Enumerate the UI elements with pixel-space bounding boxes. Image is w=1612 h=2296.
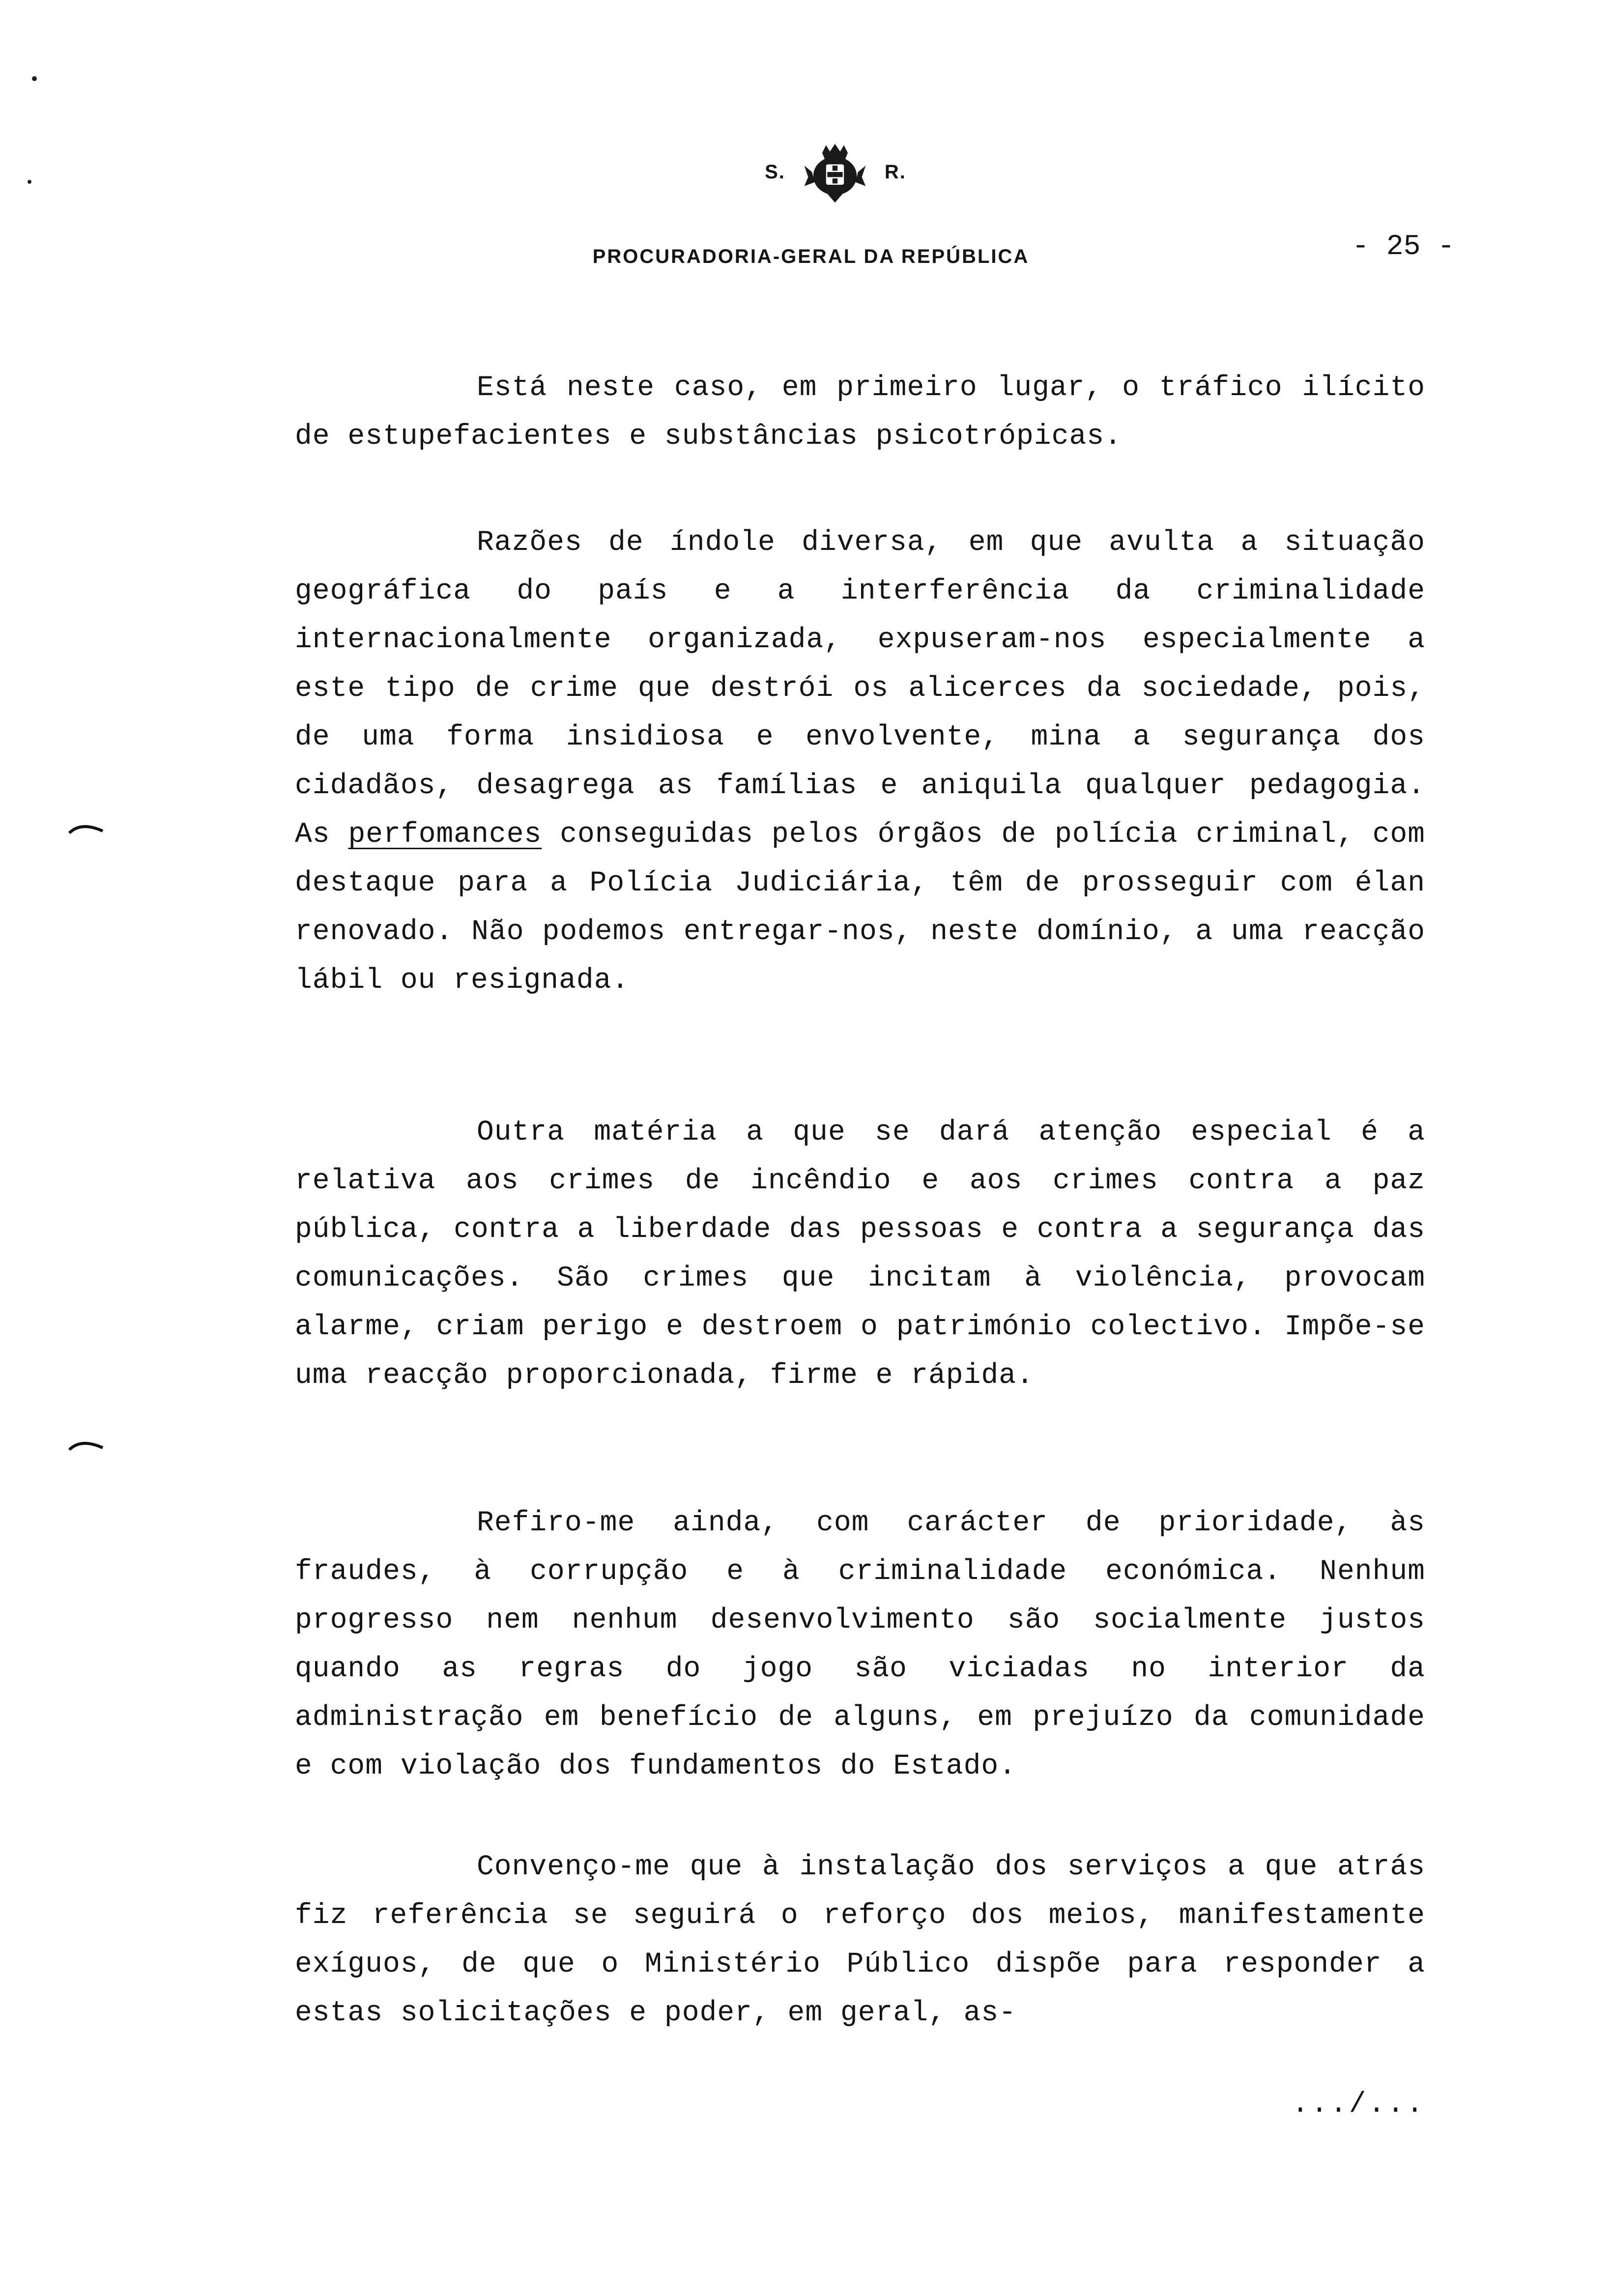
paragraph-3: Outra matéria a que se dará atenção especial é a relativa aos crimes de incêndio e aos crimes contra a paz pública, contra a liberdade das pessoas e contra a segurança das comunicações. São crimes que incitam à violência, provocam alarme, criam perigo e destroem o património colectivo. Impõe-se uma reacção proporcionada, firme e rápida. xyxy=(295,1117,1425,1392)
paragraph-2 xyxy=(295,518,1425,1005)
letterhead-letter-s: S. xyxy=(765,161,785,183)
paragraph-2-text-end: conseguidas pelos órgãos de polícia criminal, com destaque para a Polícia Judiciária, têm de prosseguir com élan renovado. Não podemos entregar-nos, neste domínio, a uma reacção lábil ou resignada. xyxy=(295,819,1425,997)
hole-punch-mark xyxy=(66,818,106,838)
letterhead-letter-r: R. xyxy=(884,161,906,183)
hole-punch-mark xyxy=(66,1435,106,1455)
paragraph-2-text-start: Razões de índole diversa, em que avulta a situação geográfica do país e a interferência da criminalidade internacionalmente organizada, expuseram-nos especialmente a este tipo de crime que destrói os alicerces da sociedade, pois, de uma forma insidiosa e envolvente, mina a segurança dos cidadãos, desagrega as famílias e aniquila qualquer pedagogia. As xyxy=(295,527,1425,851)
paragraph-4: Refiro-me ainda, com carácter de prioridade, às fraudes, à corrupção e à criminalidade económica. Nenhum progresso nem nenhum desenvolvimento são socialmente justos quando as regras do jogo são viciadas no interior da administração em benefício de alguns, em prejuízo da comunidade e com violação dos fundamentos do Estado. xyxy=(295,1507,1425,1782)
underlined-term: perfomances xyxy=(348,819,542,851)
paragraph-1: Está neste caso, em primeiro lugar, o tráfico ilícito de estupefacientes e substâncias psicotrópicas. xyxy=(295,372,1425,453)
page-number: - 25 - xyxy=(1352,231,1455,263)
institution-title: PROCURADORIA-GERAL DA REPÚBLICA xyxy=(592,246,1030,267)
coat-of-arms-icon xyxy=(803,140,867,204)
continuation-mark: .../... xyxy=(1292,2089,1425,2121)
scan-dot-mark xyxy=(29,74,39,84)
scan-dot-mark xyxy=(25,177,34,187)
letterhead-emblem-row xyxy=(727,138,944,206)
paragraph-5: Convenço-me que à instalação dos serviços a que atrás fiz referência se seguirá o reforço dos meios, manifestamente exíguos, de que o Ministério Público dispõe para responder a estas solicitações e poder, em geral, as- xyxy=(295,1851,1425,2029)
